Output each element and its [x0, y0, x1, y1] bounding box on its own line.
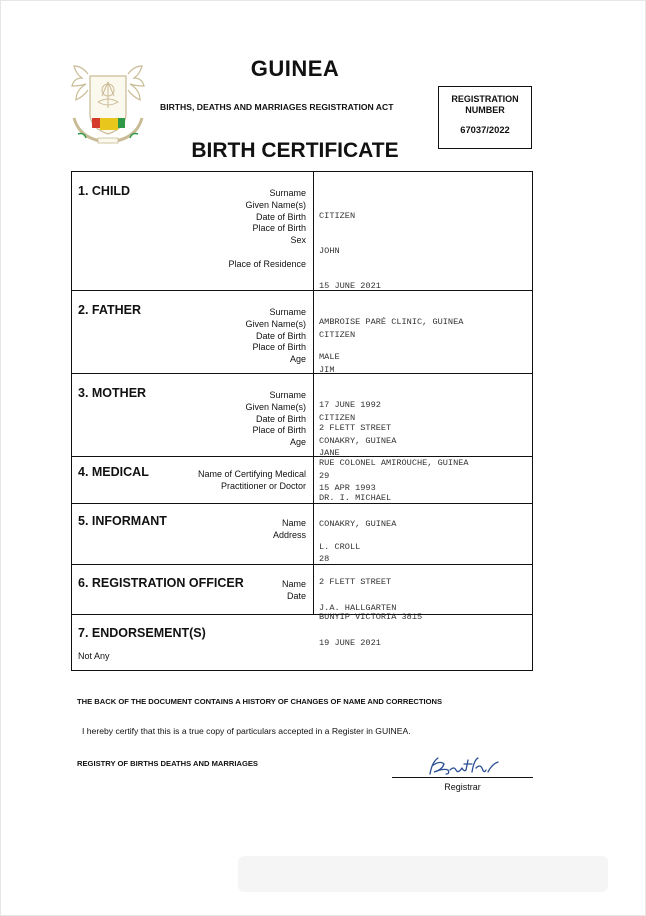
date-of-birth-label: Date of Birth	[255, 330, 306, 341]
field-labels	[282, 579, 306, 603]
address-label: Address	[272, 529, 306, 540]
place-of-birth-label: Place of Birth	[252, 342, 306, 353]
place-of-residence-label: Place of Residence	[228, 258, 306, 269]
given-names-value: JANE	[319, 447, 340, 458]
place-of-birth-value: CONAKRY, GUINEA	[319, 518, 397, 529]
date-of-birth-label: Date of Birth	[255, 413, 306, 424]
registrar-label: Registrar	[444, 782, 481, 792]
field-labels	[273, 518, 306, 542]
date-of-birth-label: Date of Birth	[255, 211, 306, 222]
date-value: 19 JUNE 2021	[319, 637, 381, 648]
residence-line-1: 2 FLETT STREET	[319, 422, 392, 433]
sex-value: MALE	[319, 352, 340, 363]
surname-label: Surname	[269, 390, 306, 400]
endorsement-value: Not Any	[78, 651, 110, 661]
date-of-birth-value: 15 JUNE 2021	[319, 281, 381, 292]
registration-number-value: 67037/2022	[460, 124, 510, 135]
given-names-value: JIM	[319, 364, 335, 375]
name-value: J.A. HALLGARTEN	[319, 602, 397, 613]
practitioner-value: DR. I. MICHAEL	[319, 492, 392, 503]
section-title: 1. CHILD	[78, 184, 131, 198]
signature-icon	[424, 754, 500, 778]
back-of-document-note: THE BACK OF THE DOCUMENT CONTAINS A HISTORY OF CHANGES OF NAME AND CORRECTIONS	[77, 697, 443, 706]
section-medical	[72, 456, 532, 503]
act-title: BIRTHS, DEATHS AND MARRIAGES REGISTRATION ACT	[160, 102, 394, 112]
date-label: Date	[286, 590, 306, 601]
name-label: Name	[281, 579, 306, 589]
signature-line	[392, 777, 533, 778]
section-title: 7. ENDORSEMENT(S)	[78, 626, 206, 640]
field-labels	[228, 188, 306, 271]
surname-value: CITIZEN	[319, 210, 356, 221]
field-labels	[198, 469, 306, 493]
age-value: 28	[319, 554, 330, 565]
surname-value: CITIZEN	[319, 412, 356, 423]
registry-name: REGISTRY OF BIRTHS DEATHS AND MARRIAGES	[77, 759, 258, 768]
given-names-value: JOHN	[319, 245, 340, 256]
place-of-birth-value: CONAKRY, GUINEA	[319, 435, 397, 446]
country-title: GUINEA	[250, 56, 340, 81]
practitioner-label-line-1: Name of Certifying Medical	[197, 469, 306, 479]
address-line-2: BUNYIP VICTORIA 3815	[319, 612, 423, 623]
document-title: BIRTH CERTIFICATE	[191, 139, 399, 162]
residence-line-2: RUE COLONEL AMIROUCHE, GUINEA	[319, 458, 469, 469]
sex-label: Sex	[290, 235, 306, 246]
name-label: Name	[281, 518, 306, 528]
section-title: 5. INFORMANT	[78, 514, 167, 528]
age-value: 29	[319, 471, 330, 482]
practitioner-label-line-2: Practitioner or Doctor	[220, 480, 306, 491]
name-value: L. CROLL	[319, 541, 361, 552]
surname-label: Surname	[269, 188, 306, 198]
address-line-1: 2 FLETT STREET	[319, 576, 392, 587]
certification-statement: I hereby certify that this is a true copy of particulars accepted in a Register in GUINEA.	[82, 726, 411, 736]
age-label: Age	[289, 354, 306, 365]
given-names-label: Given Name(s)	[245, 318, 306, 329]
surname-label: Surname	[269, 307, 306, 317]
date-of-birth-value: 17 JUNE 1992	[319, 400, 381, 411]
place-of-birth-label: Place of Birth	[252, 223, 306, 234]
surname-value: CITIZEN	[319, 329, 356, 340]
certificate-table	[71, 171, 533, 671]
registration-number-label: REGISTRATION NUMBER	[451, 94, 519, 115]
section-title: 6. REGISTRATION OFFICER	[78, 576, 244, 590]
date-of-birth-value: 15 APR 1993	[319, 483, 376, 494]
section-title: 3. MOTHER	[78, 386, 147, 400]
place-of-birth-value: AMBROISE PARÉ CLINIC, GUINEA	[319, 316, 464, 327]
section-title: 2. FATHER	[78, 303, 141, 317]
age-label: Age	[289, 437, 306, 448]
field-labels	[245, 307, 306, 366]
section-endorsement	[72, 614, 532, 670]
given-names-label: Given Name(s)	[245, 199, 306, 210]
place-of-birth-label: Place of Birth	[252, 425, 306, 436]
given-names-label: Given Name(s)	[245, 401, 306, 412]
field-labels	[245, 390, 306, 449]
section-title: 4. MEDICAL	[78, 465, 149, 479]
watermark-icon	[238, 852, 608, 896]
